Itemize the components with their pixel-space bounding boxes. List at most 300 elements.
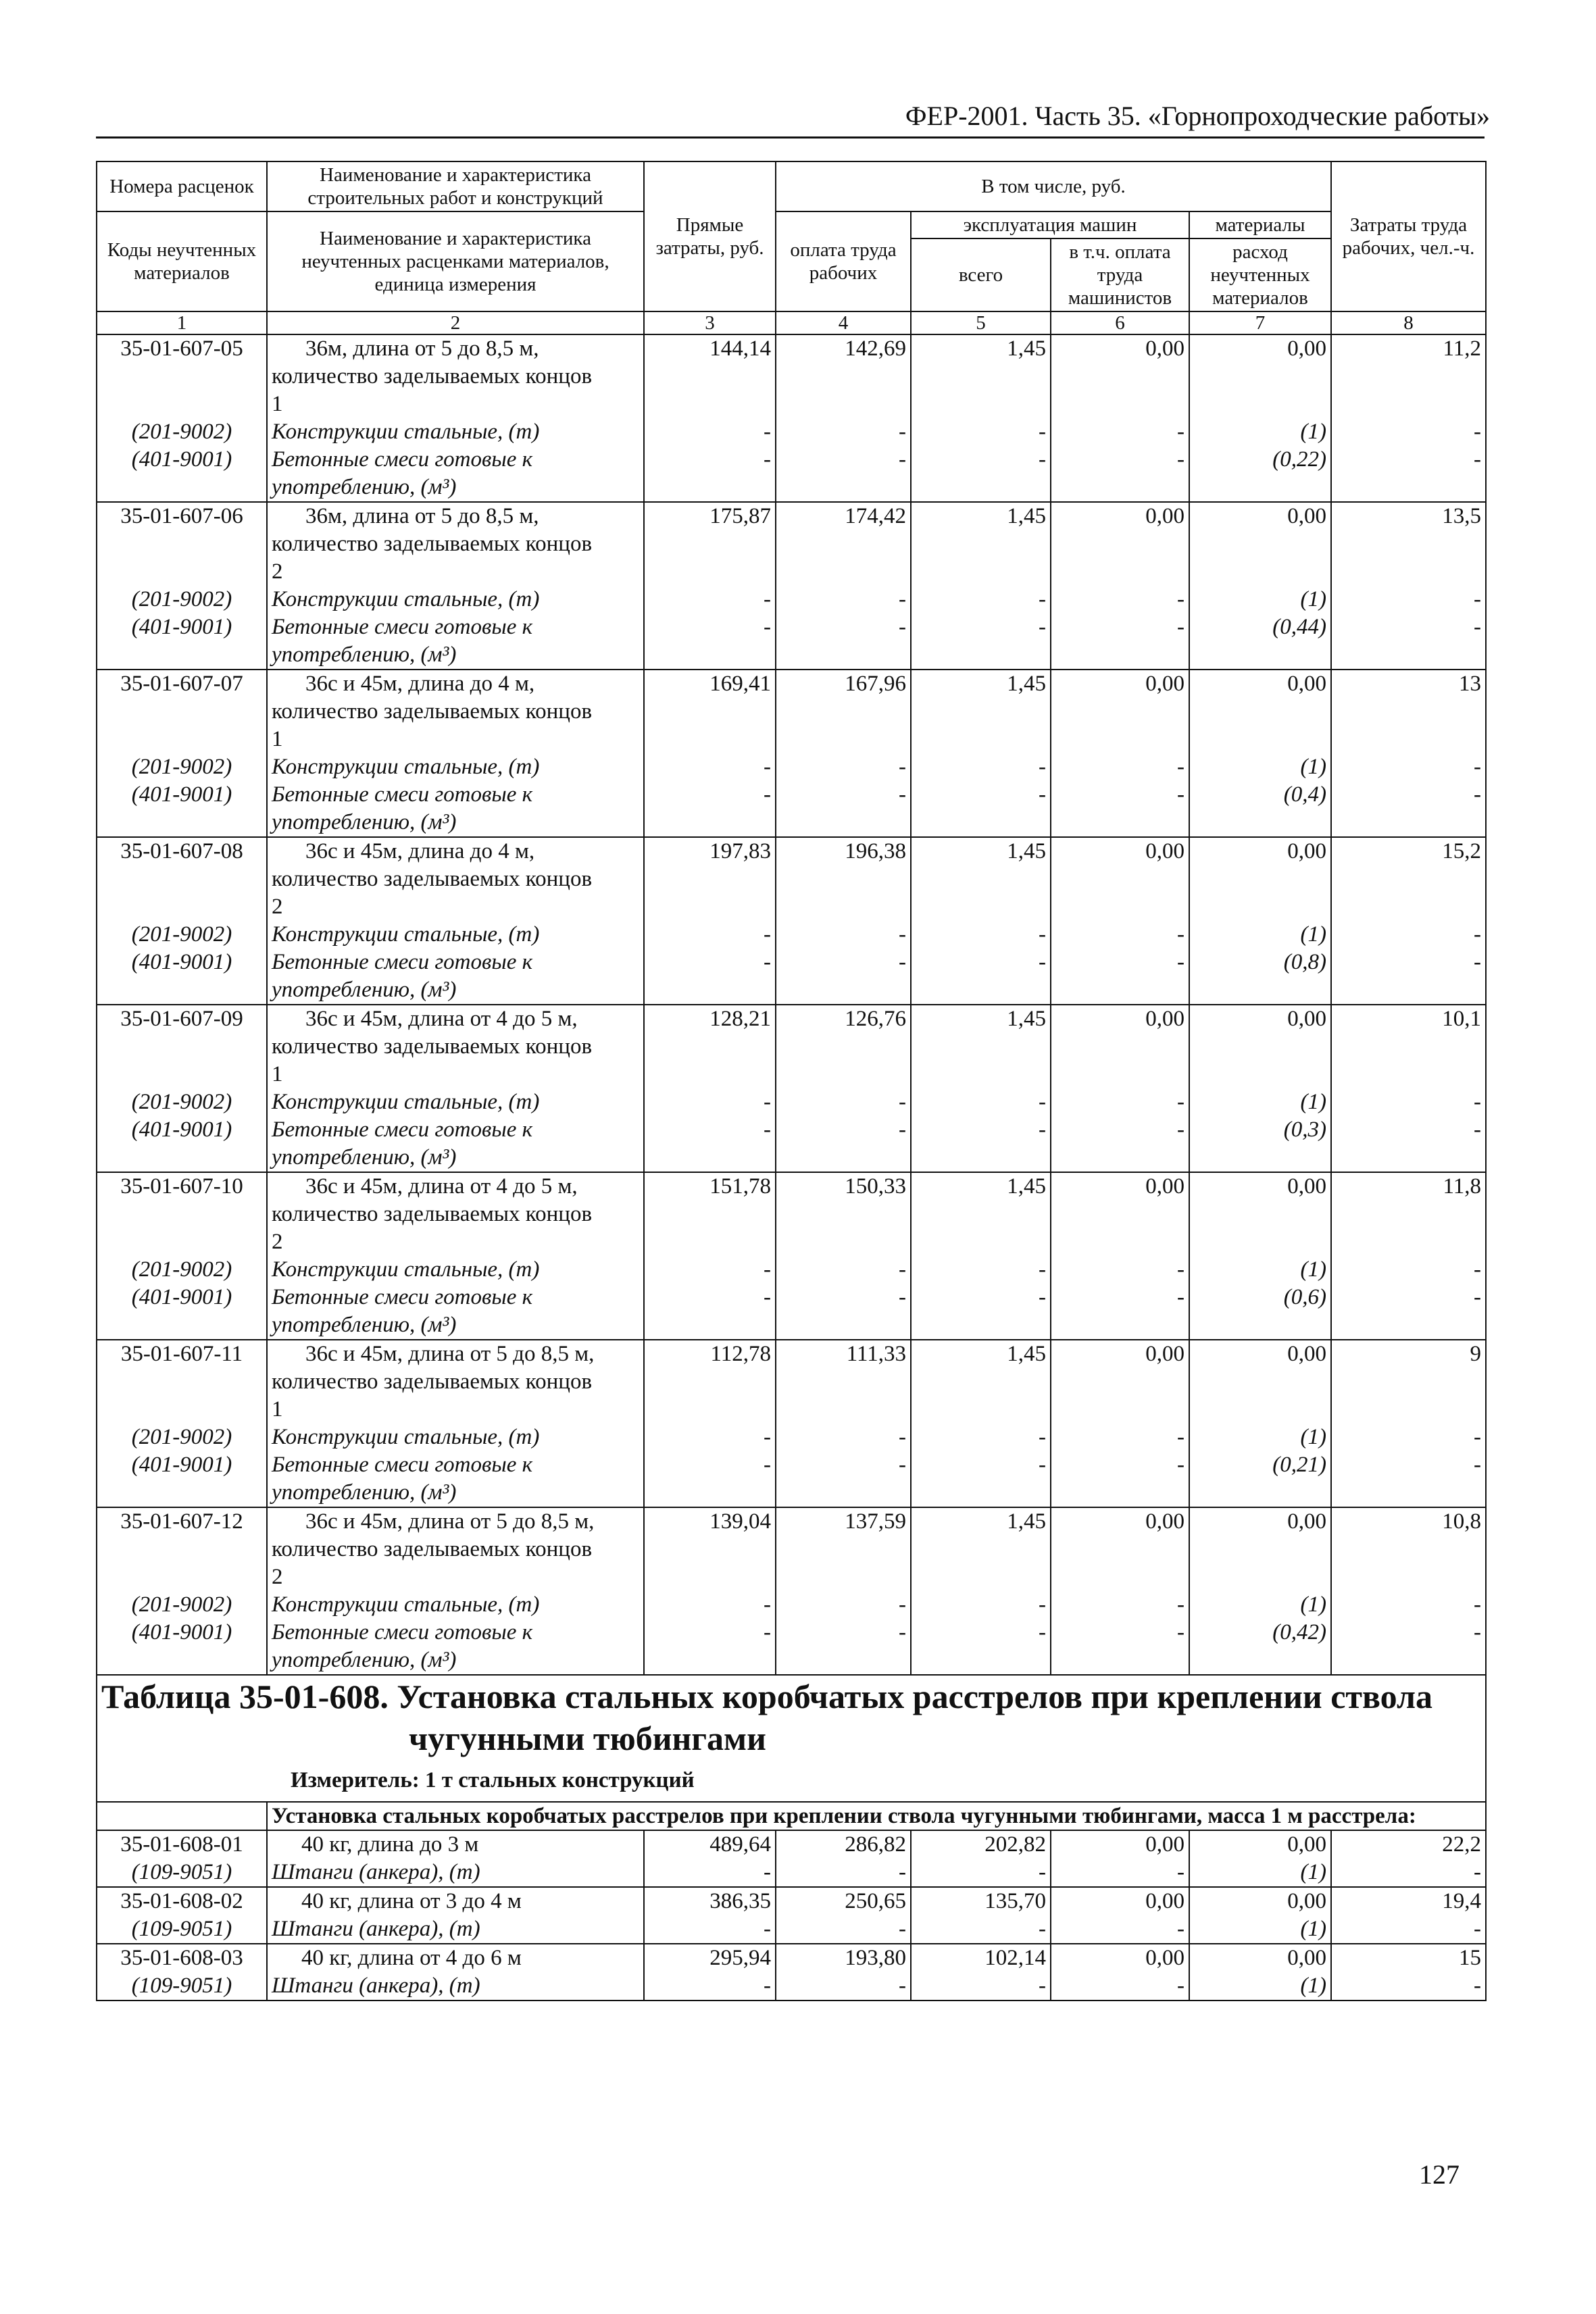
material-usage: (0,22) xyxy=(1189,446,1331,502)
rate-ends-count: 1 xyxy=(272,727,283,751)
header-machines: эксплуатация машин xyxy=(911,211,1189,238)
rate-mat: 0,00 xyxy=(1189,1507,1331,1591)
rate-mat: 0,00 xyxy=(1189,1887,1331,1915)
material-row xyxy=(97,1591,1486,1619)
rate-direct: 144,14 xyxy=(644,334,776,418)
header-material-codes: Коды неучтенных материалов xyxy=(97,211,267,311)
material-usage: (1) xyxy=(1189,1915,1331,1944)
rate-mat: 0,00 xyxy=(1189,502,1331,586)
rate-mat: 0,00 xyxy=(1189,1340,1331,1424)
rate-qty-line: количество заделываемых концов xyxy=(272,699,593,724)
material-name-line: употреблению, (м³) xyxy=(272,1480,457,1505)
rate-hours: 15,2 xyxy=(1331,837,1486,921)
material-dash: - xyxy=(1331,1116,1486,1172)
material-dash: - xyxy=(1331,1591,1486,1619)
material-code: (401-9001) xyxy=(97,446,267,502)
rate-mach: 1,45 xyxy=(911,1507,1051,1591)
rate-direct: 175,87 xyxy=(644,502,776,586)
material-row xyxy=(97,1116,1486,1172)
header-materials: материалы xyxy=(1189,211,1331,238)
material-usage: (1) xyxy=(1189,1088,1331,1116)
header-direct-costs: Прямые затраты, руб. xyxy=(644,161,776,311)
rate-ends-count: 2 xyxy=(272,1565,283,1589)
material-dash: - xyxy=(1051,586,1189,613)
material-name: Конструкции стальные, (т) xyxy=(267,586,644,613)
material-code: (201-9002) xyxy=(97,418,267,446)
material-name: Конструкции стальные, (т) xyxy=(267,921,644,949)
rate-ends-count: 2 xyxy=(272,559,283,584)
material-dash: - xyxy=(644,586,776,613)
material-code: (201-9002) xyxy=(97,586,267,613)
section-title xyxy=(97,1675,1486,1802)
material-dash: - xyxy=(644,1088,776,1116)
material-row xyxy=(97,613,1486,670)
material-dash: - xyxy=(1051,949,1189,1005)
material-dash: - xyxy=(776,446,911,502)
rate-labor: 142,69 xyxy=(776,334,911,418)
material-dash: - xyxy=(644,921,776,949)
material-dash: - xyxy=(911,1116,1051,1172)
rate-labor: 126,76 xyxy=(776,1005,911,1088)
material-name-line: употреблению, (м³) xyxy=(272,643,457,667)
rate-code: 35-01-607-09 xyxy=(97,1005,267,1088)
rate-description xyxy=(267,502,644,586)
material-row xyxy=(97,1424,1486,1451)
header-labor-hours: Затраты труда рабочих, чел.-ч. xyxy=(1331,161,1486,311)
material-name: Конструкции стальные, (т) xyxy=(267,753,644,781)
rate-qty-line: количество заделываемых концов xyxy=(272,1034,593,1059)
material-row xyxy=(97,418,1486,446)
material-usage: (1) xyxy=(1189,1424,1331,1451)
material-code: (109-9051) xyxy=(97,1972,267,2001)
material-dash: - xyxy=(911,1619,1051,1675)
material-name xyxy=(267,1116,644,1172)
header-material-name: Наименование и характеристика неучтенных расценками материалов, единица измерения xyxy=(267,211,644,311)
material-dash: - xyxy=(1331,1088,1486,1116)
material-dash: - xyxy=(776,1591,911,1619)
rate-mach-labor: 0,00 xyxy=(1051,1944,1189,1972)
rate-hours: 10,8 xyxy=(1331,1507,1486,1591)
group-title-row xyxy=(97,1802,1486,1830)
rate-mat: 0,00 xyxy=(1189,1172,1331,1256)
column-number: 4 xyxy=(776,311,911,334)
material-name-line: употреблению, (м³) xyxy=(272,1313,457,1337)
material-dash: - xyxy=(911,1591,1051,1619)
material-dash: - xyxy=(776,1284,911,1340)
material-dash: - xyxy=(911,1256,1051,1284)
material-name: Штанги (анкера), (т) xyxy=(267,1915,644,1944)
rate-code: 35-01-608-03 xyxy=(97,1944,267,1972)
material-dash: - xyxy=(1331,1619,1486,1675)
material-name-line: Бетонные смеси готовые к xyxy=(272,447,533,472)
rate-description xyxy=(267,1507,644,1591)
rate-description: 40 кг, длина до 3 м xyxy=(267,1830,644,1859)
material-dash: - xyxy=(1051,1284,1189,1340)
material-dash: - xyxy=(911,1088,1051,1116)
rate-row xyxy=(97,1340,1486,1424)
rates-table xyxy=(96,161,1487,2001)
rate-mach-labor: 0,00 xyxy=(1051,837,1189,921)
material-code: (401-9001) xyxy=(97,1284,267,1340)
material-dash: - xyxy=(644,753,776,781)
material-dash: - xyxy=(644,1451,776,1507)
material-dash: - xyxy=(911,781,1051,837)
rate-mach: 1,45 xyxy=(911,670,1051,753)
rate-desc-line: 36с и 45м, длина до 4 м, xyxy=(305,672,535,696)
rate-row xyxy=(97,1830,1486,1859)
material-dash: - xyxy=(1051,1451,1189,1507)
header-material-usage: расход неучтенных материалов xyxy=(1189,238,1331,311)
material-name-line: Бетонные смеси готовые к xyxy=(272,1285,533,1309)
rate-labor: 137,59 xyxy=(776,1507,911,1591)
material-name-line: Бетонные смеси готовые к xyxy=(272,615,533,639)
rate-desc-line: 36с и 45м, длина от 4 до 5 м, xyxy=(305,1174,578,1199)
material-dash: - xyxy=(1331,1284,1486,1340)
material-name xyxy=(267,446,644,502)
rate-mach-labor: 0,00 xyxy=(1051,1507,1189,1591)
rate-mach-labor: 0,00 xyxy=(1051,334,1189,418)
material-row xyxy=(97,781,1486,837)
rate-direct: 295,94 xyxy=(644,1944,776,1972)
material-usage: (1) xyxy=(1189,1256,1331,1284)
material-name xyxy=(267,1284,644,1340)
material-dash: - xyxy=(1331,418,1486,446)
material-name-line: употреблению, (м³) xyxy=(272,810,457,834)
group-title-blank xyxy=(97,1802,267,1830)
material-usage: (0,42) xyxy=(1189,1619,1331,1675)
material-row xyxy=(97,949,1486,1005)
material-code: (201-9002) xyxy=(97,921,267,949)
material-dash: - xyxy=(1051,446,1189,502)
header-including: В том числе, руб. xyxy=(776,161,1331,211)
rate-mach: 202,82 xyxy=(911,1830,1051,1859)
meter-label: Измеритель: xyxy=(291,1768,426,1792)
material-code: (401-9001) xyxy=(97,949,267,1005)
column-number: 1 xyxy=(97,311,267,334)
section-title-line1: Таблица 35-01-608. Установка стальных коробчатых расстрелов при креплении ствола xyxy=(101,1678,1432,1715)
rate-direct: 489,64 xyxy=(644,1830,776,1859)
rate-labor: 174,42 xyxy=(776,502,911,586)
material-code: (401-9001) xyxy=(97,613,267,670)
rate-row xyxy=(97,1887,1486,1915)
material-dash: - xyxy=(911,949,1051,1005)
material-dash: - xyxy=(644,1256,776,1284)
rate-labor: 111,33 xyxy=(776,1340,911,1424)
material-dash: - xyxy=(644,1915,776,1944)
rate-mach: 1,45 xyxy=(911,334,1051,418)
material-name: Конструкции стальные, (т) xyxy=(267,418,644,446)
rate-mat: 0,00 xyxy=(1189,1830,1331,1859)
material-dash: - xyxy=(776,1451,911,1507)
rate-description xyxy=(267,670,644,753)
rate-mach-labor: 0,00 xyxy=(1051,1172,1189,1256)
rate-mat: 0,00 xyxy=(1189,334,1331,418)
material-dash: - xyxy=(911,586,1051,613)
material-name: Конструкции стальные, (т) xyxy=(267,1424,644,1451)
rate-code: 35-01-607-07 xyxy=(97,670,267,753)
material-dash: - xyxy=(911,446,1051,502)
material-name xyxy=(267,781,644,837)
rate-hours: 11,8 xyxy=(1331,1172,1486,1256)
material-dash: - xyxy=(1051,1424,1189,1451)
rate-hours: 9 xyxy=(1331,1340,1486,1424)
column-number: 5 xyxy=(911,311,1051,334)
material-code: (401-9001) xyxy=(97,1619,267,1675)
material-usage: (0,6) xyxy=(1189,1284,1331,1340)
material-dash: - xyxy=(1051,1915,1189,1944)
material-dash: - xyxy=(1051,1619,1189,1675)
meter-value: 1 т стальных конструкций xyxy=(425,1768,695,1792)
rate-mach-labor: 0,00 xyxy=(1051,1005,1189,1088)
material-dash: - xyxy=(1331,1424,1486,1451)
material-dash: - xyxy=(911,418,1051,446)
material-usage: (0,8) xyxy=(1189,949,1331,1005)
rate-mach: 135,70 xyxy=(911,1887,1051,1915)
rate-row xyxy=(97,334,1486,418)
material-dash: - xyxy=(1331,1451,1486,1507)
material-dash: - xyxy=(1051,753,1189,781)
rate-ends-count: 1 xyxy=(272,1397,283,1422)
rate-row xyxy=(97,1172,1486,1256)
material-dash: - xyxy=(1051,921,1189,949)
material-dash: - xyxy=(1331,753,1486,781)
material-dash: - xyxy=(644,613,776,670)
header-work-name: Наименование и характеристика строительных работ и конструкций xyxy=(267,161,644,211)
material-name-line: Бетонные смеси готовые к xyxy=(272,782,533,807)
material-dash: - xyxy=(911,1424,1051,1451)
header-rule xyxy=(96,136,1485,139)
rate-hours: 22,2 xyxy=(1331,1830,1486,1859)
material-usage: (0,21) xyxy=(1189,1451,1331,1507)
material-dash: - xyxy=(1051,1972,1189,2001)
material-name-line: Бетонные смеси готовые к xyxy=(272,1117,533,1142)
rate-qty-line: количество заделываемых концов xyxy=(272,1537,593,1561)
rate-description xyxy=(267,837,644,921)
rate-desc-line: 36с и 45м, длина от 4 до 5 м, xyxy=(305,1007,578,1031)
rate-row xyxy=(97,837,1486,921)
material-dash: - xyxy=(1051,613,1189,670)
section-meter xyxy=(101,1759,1481,1801)
rate-labor: 196,38 xyxy=(776,837,911,921)
material-usage: (1) xyxy=(1189,418,1331,446)
material-dash: - xyxy=(776,1619,911,1675)
rate-code: 35-01-607-08 xyxy=(97,837,267,921)
material-dash: - xyxy=(776,921,911,949)
material-dash: - xyxy=(776,781,911,837)
rate-mat: 0,00 xyxy=(1189,1944,1331,1972)
column-number: 7 xyxy=(1189,311,1331,334)
material-name-line: употреблению, (м³) xyxy=(272,1145,457,1169)
rate-qty-line: количество заделываемых концов xyxy=(272,1369,593,1394)
rate-labor: 250,65 xyxy=(776,1887,911,1915)
material-dash: - xyxy=(911,1284,1051,1340)
header-rate-numbers: Номера расценок xyxy=(97,161,267,211)
column-number: 8 xyxy=(1331,311,1486,334)
rate-description: 40 кг, длина от 3 до 4 м xyxy=(267,1887,644,1915)
material-code: (401-9001) xyxy=(97,1116,267,1172)
material-row xyxy=(97,1284,1486,1340)
rate-direct: 197,83 xyxy=(644,837,776,921)
material-usage: (0,3) xyxy=(1189,1116,1331,1172)
rate-labor: 286,82 xyxy=(776,1830,911,1859)
material-dash: - xyxy=(776,1116,911,1172)
material-dash: - xyxy=(911,613,1051,670)
rate-direct: 128,21 xyxy=(644,1005,776,1088)
column-number: 6 xyxy=(1051,311,1189,334)
rate-mat: 0,00 xyxy=(1189,1005,1331,1088)
material-dash: - xyxy=(911,1859,1051,1887)
rate-hours: 10,1 xyxy=(1331,1005,1486,1088)
material-name-line: Бетонные смеси готовые к xyxy=(272,1453,533,1477)
rate-direct: 386,35 xyxy=(644,1887,776,1915)
rate-ends-count: 1 xyxy=(272,1062,283,1086)
header-machines-total: всего xyxy=(911,238,1051,311)
rate-code: 35-01-607-05 xyxy=(97,334,267,418)
material-name: Конструкции стальные, (т) xyxy=(267,1256,644,1284)
rate-hours: 19,4 xyxy=(1331,1887,1486,1915)
material-row xyxy=(97,586,1486,613)
material-usage: (1) xyxy=(1189,753,1331,781)
rate-description xyxy=(267,334,644,418)
material-code: (109-9051) xyxy=(97,1915,267,1944)
material-row xyxy=(97,753,1486,781)
header-worker-pay: оплата труда рабочих xyxy=(776,211,911,311)
rate-ends-count: 2 xyxy=(272,1230,283,1254)
material-dash: - xyxy=(1051,1088,1189,1116)
material-dash: - xyxy=(911,1451,1051,1507)
material-dash: - xyxy=(1051,1256,1189,1284)
material-usage: (0,44) xyxy=(1189,613,1331,670)
section-title-line2: чугунными тюбингами xyxy=(409,1719,766,1757)
rate-hours: 15 xyxy=(1331,1944,1486,1972)
rate-mach-labor: 0,00 xyxy=(1051,670,1189,753)
material-dash: - xyxy=(644,781,776,837)
column-number: 2 xyxy=(267,311,644,334)
material-dash: - xyxy=(776,1088,911,1116)
page-number: 127 xyxy=(1419,2159,1460,2190)
rate-qty-line: количество заделываемых концов xyxy=(272,1202,593,1226)
material-name xyxy=(267,1451,644,1507)
material-code: (201-9002) xyxy=(97,1088,267,1116)
rate-row xyxy=(97,502,1486,586)
material-dash: - xyxy=(776,753,911,781)
material-dash: - xyxy=(1331,949,1486,1005)
material-dash: - xyxy=(644,1972,776,2001)
rate-desc-line: 36м, длина от 5 до 8,5 м, xyxy=(305,336,539,361)
rate-mat: 0,00 xyxy=(1189,670,1331,753)
material-dash: - xyxy=(1331,586,1486,613)
material-dash: - xyxy=(644,949,776,1005)
rate-desc-line: 36м, длина от 5 до 8,5 м, xyxy=(305,504,539,528)
material-dash: - xyxy=(644,1591,776,1619)
material-dash: - xyxy=(1051,781,1189,837)
material-code: (401-9001) xyxy=(97,1451,267,1507)
rate-mach: 1,45 xyxy=(911,1005,1051,1088)
material-dash: - xyxy=(1051,1859,1189,1887)
material-row xyxy=(97,1915,1486,1944)
rate-code: 35-01-607-06 xyxy=(97,502,267,586)
material-code: (201-9002) xyxy=(97,1591,267,1619)
material-dash: - xyxy=(776,1256,911,1284)
section-title-row xyxy=(97,1675,1486,1802)
material-dash: - xyxy=(1331,446,1486,502)
material-dash: - xyxy=(776,1915,911,1944)
page-header-title: ФЕР-2001. Часть 35. «Горнопроходческие работы» xyxy=(905,101,1490,131)
rate-labor: 193,80 xyxy=(776,1944,911,1972)
material-name-line: Бетонные смеси готовые к xyxy=(272,950,533,974)
rate-mach: 1,45 xyxy=(911,1172,1051,1256)
rate-row xyxy=(97,1005,1486,1088)
rate-hours: 13,5 xyxy=(1331,502,1486,586)
material-usage: (1) xyxy=(1189,586,1331,613)
rate-direct: 139,04 xyxy=(644,1507,776,1591)
rate-row xyxy=(97,1507,1486,1591)
material-code: (201-9002) xyxy=(97,1256,267,1284)
material-dash: - xyxy=(644,1284,776,1340)
rate-code: 35-01-608-02 xyxy=(97,1887,267,1915)
material-name: Штанги (анкера), (т) xyxy=(267,1972,644,2001)
rate-desc-line: 36с и 45м, длина от 5 до 8,5 м, xyxy=(305,1509,595,1534)
material-dash: - xyxy=(776,418,911,446)
material-dash: - xyxy=(644,1116,776,1172)
rate-labor: 150,33 xyxy=(776,1172,911,1256)
rate-mat: 0,00 xyxy=(1189,837,1331,921)
material-dash: - xyxy=(1331,1915,1486,1944)
rate-ends-count: 2 xyxy=(272,895,283,919)
material-name: Конструкции стальные, (т) xyxy=(267,1591,644,1619)
rate-mach-labor: 0,00 xyxy=(1051,1830,1189,1859)
rate-qty-line: количество заделываемых концов xyxy=(272,867,593,891)
rate-code: 35-01-607-10 xyxy=(97,1172,267,1256)
rate-ends-count: 1 xyxy=(272,392,283,416)
material-dash: - xyxy=(776,1424,911,1451)
rate-row xyxy=(97,1944,1486,1972)
material-dash: - xyxy=(776,949,911,1005)
rate-description xyxy=(267,1340,644,1424)
material-dash: - xyxy=(1051,1116,1189,1172)
rate-desc-line: 36с и 45м, длина до 4 м, xyxy=(305,839,535,863)
material-dash: - xyxy=(1331,1859,1486,1887)
material-name xyxy=(267,949,644,1005)
rate-mach: 102,14 xyxy=(911,1944,1051,1972)
material-dash: - xyxy=(776,1972,911,2001)
material-dash: - xyxy=(644,446,776,502)
material-row xyxy=(97,1451,1486,1507)
material-name: Конструкции стальные, (т) xyxy=(267,1088,644,1116)
material-row xyxy=(97,1619,1486,1675)
material-name xyxy=(267,1619,644,1675)
material-code: (201-9002) xyxy=(97,753,267,781)
material-dash: - xyxy=(1051,1591,1189,1619)
rate-row xyxy=(97,670,1486,753)
rate-description xyxy=(267,1005,644,1088)
material-dash: - xyxy=(644,1619,776,1675)
rate-direct: 151,78 xyxy=(644,1172,776,1256)
material-dash: - xyxy=(644,1859,776,1887)
material-dash: - xyxy=(911,753,1051,781)
rate-mach-labor: 0,00 xyxy=(1051,502,1189,586)
rate-desc-line: 36с и 45м, длина от 5 до 8,5 м, xyxy=(305,1342,595,1366)
material-row xyxy=(97,1088,1486,1116)
material-usage: (1) xyxy=(1189,1859,1331,1887)
material-name-line: Бетонные смеси готовые к xyxy=(272,1620,533,1644)
material-row xyxy=(97,921,1486,949)
rate-direct: 169,41 xyxy=(644,670,776,753)
material-dash: - xyxy=(911,921,1051,949)
group-title: Установка стальных коробчатых расстрелов при креплении ствола чугунными тюбингами, масса 1 м расстрела: xyxy=(267,1802,1486,1830)
material-name xyxy=(267,613,644,670)
material-usage: (1) xyxy=(1189,1972,1331,2001)
